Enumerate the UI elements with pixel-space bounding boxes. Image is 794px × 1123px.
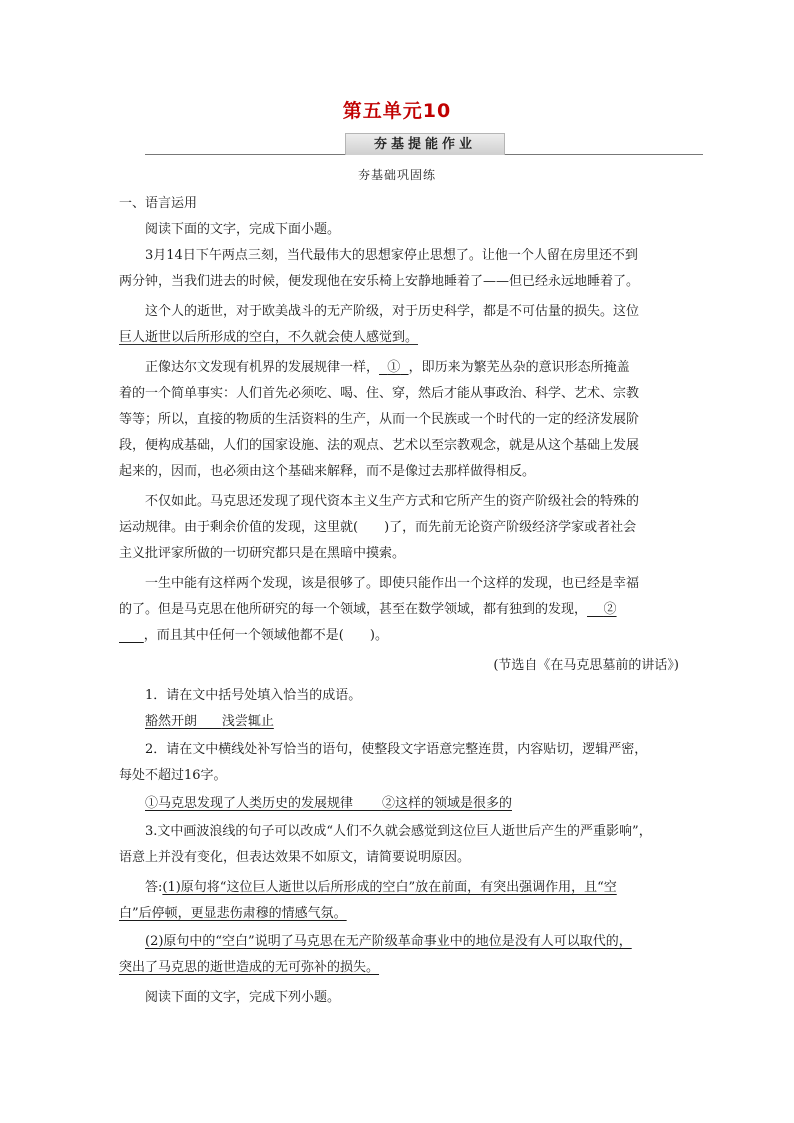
paragraph-line xyxy=(119,328,679,348)
blank-2-continued xyxy=(119,628,144,643)
answer-3-text: (1)原句将“这位巨人逝世以后所形成的空白”放在前面，有突出强调作用，且“空 xyxy=(162,880,617,895)
text-span: ，即历来为繁芜丛杂的意识形态所掩盖 xyxy=(408,360,630,375)
paragraph-line: 着的一个简单事实：人们首先必须吃、喝、住、穿，然后才能从事政治、科学、艺术、宗教 xyxy=(119,386,640,401)
paragraph-line: 运动规律。由于剩余价值的发现，这里就( )了，而先前无论资产阶级经济学家或者社会 xyxy=(119,520,637,535)
answer-prefix: 答: xyxy=(145,880,163,895)
answer-2 xyxy=(119,794,705,814)
paragraph-line: 这个人的逝世，对于欧美战斗的无产阶级，对于历史科学，都是不可估量的损失。这位 xyxy=(145,304,640,319)
question-1: 1．请在文中括号处填入恰当的成语。 xyxy=(145,688,362,703)
blank-1 xyxy=(379,360,409,375)
answer-3-text: (2)原句中的“空白”说明了马克思在无产阶级革命事业中的地位是没有人可以取代的， xyxy=(145,934,632,949)
instruction: 阅读下面的文字，完成下列小题。 xyxy=(145,990,341,1005)
paragraph-line: 起来的，因而，也必须由这个基础来解释，而不是像过去那样做得相反。 xyxy=(119,464,536,479)
answer-3-line xyxy=(119,904,679,924)
answer-3-line xyxy=(119,932,705,952)
section-banner xyxy=(145,133,703,157)
blank-1-label: ① xyxy=(387,360,401,375)
answer-2-a: ①马克思发现了人类历史的发展规律 xyxy=(145,796,354,811)
paragraph-line xyxy=(119,626,679,646)
text-span: 的了。但是马克思在他所研究的每一个领域，甚至在数学领域，都有独到的发现， xyxy=(119,602,588,617)
answer-1-a: 豁然开朗 xyxy=(145,714,198,729)
question-2-cont: 每处不超过16字。 xyxy=(119,768,227,783)
section-heading: 一、语言运用 xyxy=(119,196,198,211)
answer-1-gap xyxy=(197,714,222,729)
instruction: 阅读下面的文字，完成下面小题。 xyxy=(145,222,341,237)
paragraph-line: 段，便构成基础，人们的国家设施、法的观点、艺术以至宗教观念，就是从这个基础上发展 xyxy=(119,438,640,453)
text-span: 正像达尔文发现有机界的发展规律一样， xyxy=(145,360,380,375)
answer-3-text: 突出了马克思的逝世造成的无可弥补的损失。 xyxy=(119,960,380,975)
page-title: 第五单元10 xyxy=(342,100,452,122)
paragraph-line: 不仅如此。马克思还发现了现代资本主义生产方式和它所产生的资产阶级社会的特殊的 xyxy=(145,494,640,509)
question-3: 3.文中画波浪线的句子可以改成“人们不久就会感觉到这位巨人逝世后产生的严重影响”， xyxy=(145,824,652,839)
source-citation: (节选自《在马克思墓前的讲话》) xyxy=(493,658,679,673)
blank-2 xyxy=(587,602,617,617)
blank-2-label: ② xyxy=(603,602,617,617)
paragraph-line: 等等；所以，直接的物质的生活资料的生产，从而一个民族或一个时代的一定的经济发展阶 xyxy=(119,412,640,427)
question-3-cont: 语意上并没有变化，但表达效果不如原文，请简要说明原因。 xyxy=(119,850,471,865)
paragraph-line: 主义批评家所做的一切研究都只是在黑暗中摸索。 xyxy=(119,546,406,561)
answer-3-line xyxy=(119,878,705,898)
answer-1-b: 浅尝辄止 xyxy=(221,714,274,729)
answer-1 xyxy=(119,712,705,732)
answer-3-line xyxy=(119,958,679,978)
paragraph-line: 两分钟，当我们进去的时候，便发现他在安乐椅上安静地睡着了——但已经永远地睡着了。 xyxy=(119,274,640,289)
subheading: 夯基础巩固练 xyxy=(357,168,436,182)
wavy-sentence: 巨人逝世以后所形成的空白，不久就会使人感觉到。 xyxy=(119,330,419,345)
text-span: ，而且其中任何一个领域他都不是( )。 xyxy=(143,628,388,643)
answer-2-b: ②这样的领域是很多的 xyxy=(381,796,512,811)
paragraph-line xyxy=(119,600,679,620)
paragraph-line xyxy=(119,358,705,378)
paragraph-line: 一生中能有这样两个发现，该是很够了。即使只能作出一个这样的发现，也已经是幸福 xyxy=(145,576,640,591)
question-2: 2．请在文中横线处补写恰当的语句，使整段文字语意完整连贯，内容贴切，逻辑严密， xyxy=(145,742,648,757)
answer-2-gap xyxy=(353,796,382,811)
paragraph-line: 3月14日下午两点三刻，当代最伟大的思想家停止思想了。让他一个人留在房里还不到 xyxy=(145,248,638,263)
banner-label: 夯基提能作业 xyxy=(345,133,505,155)
answer-3-text: 白”后停顿，更显悲伤肃穆的情感气氛。 xyxy=(119,906,347,921)
